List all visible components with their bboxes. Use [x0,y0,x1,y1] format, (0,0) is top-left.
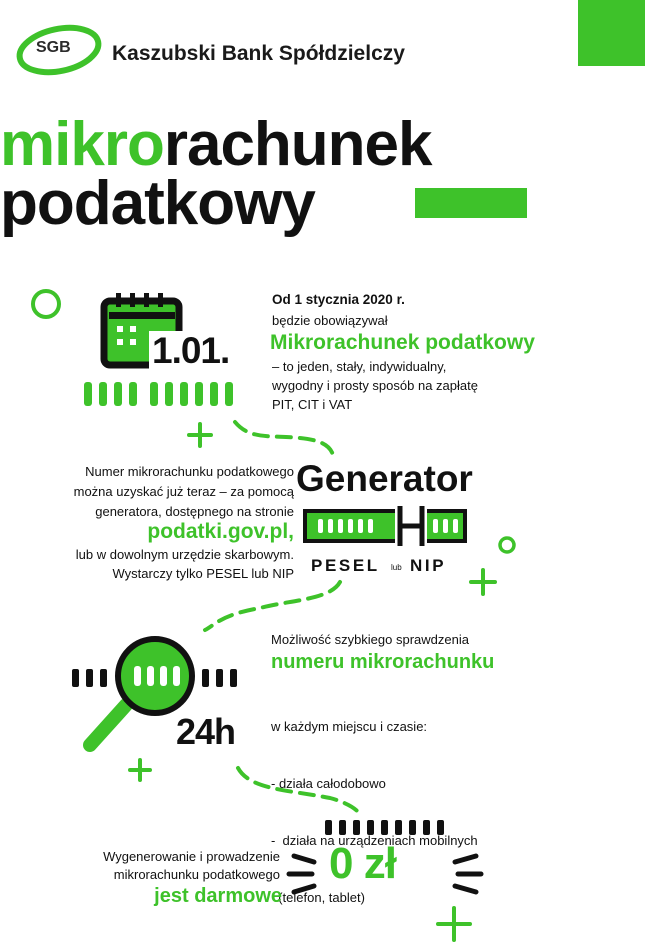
section1-line1: Od 1 stycznia 2020 r. [272,292,405,307]
circle-icon [33,291,59,317]
section2-intro [0,462,294,522]
section1-line3: – to jeden, stały, indywidualny, [272,359,447,374]
bank-name: Kaszubski Bank Spółdzielczy [112,42,405,65]
connector-2 [205,582,340,630]
section4-line2: mikrorachunku podatkowego [113,867,280,882]
section1-body [272,357,478,414]
section2-line5: Wystarczy tylko PESEL lub NIP [112,566,294,581]
generator-title: Generator [296,458,473,499]
bank-logo: SGB [36,39,71,56]
section3-line1: Możliwość szybkiego sprawdzenia [271,632,469,647]
plus-icon [130,760,150,780]
lub-label: lub [391,563,402,572]
section2-line1: Numer mikrorachunku podatkowego [85,464,294,479]
title-black: rachunek [163,110,432,179]
section3-line5: (telefon, tablet) [271,890,365,905]
enter-button [415,188,527,218]
nip-label: NIP [410,556,447,575]
plus-icon [471,570,495,594]
pesel-label: PESEL [311,556,380,575]
section2-line2: można uzyskać już teraz – za pomocą [73,484,294,499]
section4-body [0,848,280,884]
page-title-line2: podatkowy [0,169,315,238]
plus-icon [189,424,211,446]
price-label: 0 zł [329,839,396,888]
section3-line2: w każdym miejscu i czasie: [271,719,428,734]
section3-highlight: numeru mikrorachunku [271,651,495,673]
section2-line3: generatora, dostępnego na stronie [95,504,294,519]
section1-line5: PIT, CIT i VAT [272,397,353,412]
section4-highlight: jest darmowe [154,885,282,907]
circle-icon [500,538,514,552]
section1-highlight: Mikrorachunek podatkowy [270,331,535,354]
section1-line2: będzie obowiązywał [272,313,388,328]
section2-link[interactable]: podatki.gov.pl, [147,520,294,543]
title-green: mikro [0,110,164,179]
section1-line4: wygodny i prosty sposób na zapłatę [272,378,478,393]
generator-bar [305,506,465,546]
corner-accent [578,0,645,66]
page-title-line1 [0,110,432,179]
connector-1 [235,422,333,455]
section2-line4: lub w dowolnym urzędzie skarbowym. [75,547,294,562]
date-label: 1.01. [152,330,230,371]
section3-line3: - działa całodobowo [271,776,386,791]
section2-outro [0,545,294,583]
badge-24h: 24h [176,711,236,752]
section4-line1: Wygenerowanie i prowadzenie [103,849,280,864]
calendar-bars [84,382,233,406]
section3-line4: - działa na urządzeniach mobilnych [271,833,478,848]
